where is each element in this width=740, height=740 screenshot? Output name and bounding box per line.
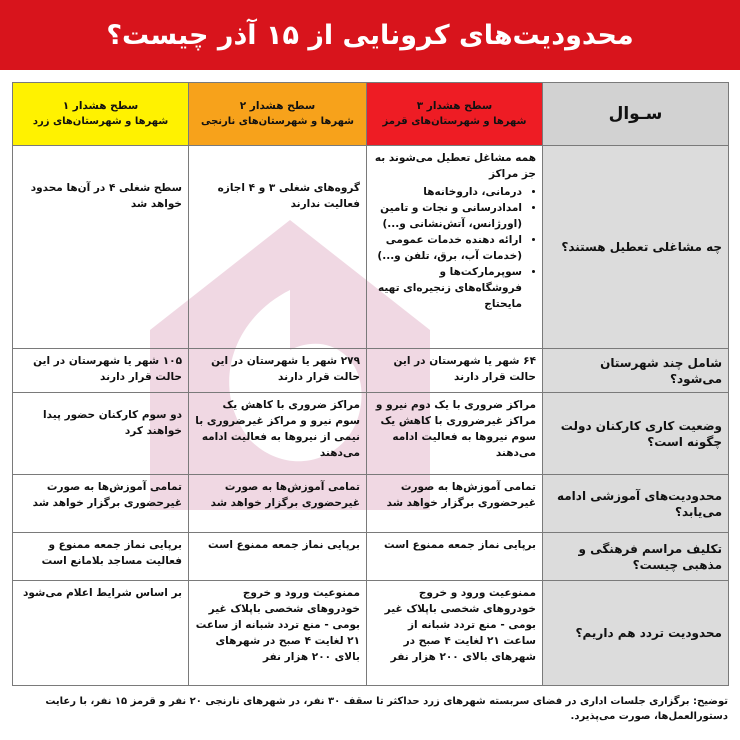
orange-cell: ۲۷۹ شهر یا شهرستان در این حالت قرار دارند	[189, 349, 367, 393]
orange-cell: مراکز ضروری با کاهش یک سوم نیرو و مراکز غیرضروری با نیمی از نیروها به فعالیت ادامه می‌دهند	[189, 393, 367, 475]
orange-cell: برپایی نماز جمعه ممنوع است	[189, 533, 367, 581]
question-cell: محدودیت تردد هم داریم؟	[543, 581, 729, 686]
question-cell: وضعیت کاری کارکنان دولت چگونه است؟	[543, 393, 729, 475]
red-cell	[367, 146, 543, 349]
page-title: محدودیت‌های کرونایی از ۱۵ آذر چیست؟	[0, 0, 740, 70]
header-question: سـوال	[543, 83, 729, 146]
restrictions-table	[12, 82, 729, 686]
table-row	[13, 349, 729, 393]
footnote: توضیح: برگزاری جلسات اداری در فضای سربسته شهرهای زرد حداکثر تا سقف ۳۰ نفر، در شهرهای نارنجی ۲۰ نفر و قرمز ۱۵ نفر، با رعایت دستورالعمل‌ها، صورت می‌پذیرد.	[45, 696, 728, 722]
question-cell: شامل چند شهرستان می‌شود؟	[543, 349, 729, 393]
question-cell: تکلیف مراسم فرهنگی و مذهبی چیست؟	[543, 533, 729, 581]
yellow-cell: بر اساس شرایط اعلام می‌شود	[13, 581, 189, 686]
orange-cell: ممنوعیت ورود و خروج خودروهای شخصی باپلاک غیر بومی - منع تردد شبانه از ساعت ۲۱ لغایت ۴ صبح در شهرهای بالای ۲۰۰ هزار نفر	[189, 581, 367, 686]
yellow-text: سطح شغلی ۴ در آن‌ها محدود خواهد شد	[30, 182, 182, 210]
red-cell: ۶۴ شهر یا شهرستان در این حالت قرار دارند	[367, 349, 543, 393]
list-item: • درمانی، داروخانه‌ها	[373, 184, 522, 200]
red-cell: تمامی آموزش‌ها به صورت غیرحضوری برگزار خواهد شد	[367, 475, 543, 533]
header-yellow	[13, 83, 189, 146]
yellow-cell: تمامی آموزش‌ها به صورت غیرحضوری برگزار خواهد شد	[13, 475, 189, 533]
red-cell: مراکز ضروری با یک دوم نیرو و مراکز غیرضروری با کاهش یک سوم نیروها به فعالیت ادامه می‌دهند	[367, 393, 543, 475]
header-orange-cities: شهرها و شهرستان‌های نارنجی	[200, 116, 355, 127]
header-red-level: سطح هشدار ۳	[416, 100, 493, 112]
red-cell: ممنوعیت ورود و خروج خودروهای شخصی باپلاک غیر بومی - منع تردد شبانه از ساعت ۲۱ لغایت ۴ صبح در شهرهای بالای ۲۰۰ هزار نفر	[367, 581, 543, 686]
yellow-cell	[13, 146, 189, 349]
table-row	[13, 533, 729, 581]
red-intro: همه مشاغل تعطیل می‌شوند به جز مراکز	[374, 152, 536, 180]
red-cell: برپایی نماز جمعه ممنوع است	[367, 533, 543, 581]
table-row	[13, 475, 729, 533]
orange-cell	[189, 146, 367, 349]
question-cell: محدودیت‌های آموزشی ادامه می‌یابد؟	[543, 475, 729, 533]
header-red	[367, 83, 543, 146]
yellow-cell	[13, 393, 189, 475]
table-row	[13, 146, 729, 349]
table-row	[13, 393, 729, 475]
header-orange-level: سطح هشدار ۲	[239, 100, 316, 112]
red-list	[373, 184, 536, 312]
header-yellow-level: سطح هشدار ۱	[62, 100, 139, 112]
yellow-cell: برپایی نماز جمعه ممنوع و فعالیت مساجد بلامانع است	[13, 533, 189, 581]
list-item: • سوپرمارکت‌ها و فروشگاه‌های زنجیره‌ای تهیه مایحتاج	[373, 264, 522, 312]
list-item: • امدادرسانی و نجات و تامین (اورژانس، آتش‌نشانی و...)	[373, 200, 522, 232]
orange-cell: تمامی آموزش‌ها به صورت غیرحضوری برگزار خواهد شد	[189, 475, 367, 533]
orange-text: گروه‌های شغلی ۳ و ۴ اجازه فعالیت ندارند	[217, 182, 360, 210]
table-row	[13, 581, 729, 686]
header-orange	[189, 83, 367, 146]
header-row	[13, 83, 729, 146]
question-cell: چه مشاغلی تعطیل هستند؟	[543, 146, 729, 349]
yellow-text: دو سوم کارکنان حضور پیدا خواهند کرد	[43, 409, 182, 437]
yellow-cell: ۱۰۵ شهر یا شهرستان در این حالت قرار دارند	[13, 349, 189, 393]
header-yellow-cities: شهرها و شهرستان‌های زرد	[32, 116, 169, 127]
header-red-cities: شهرها و شهرستان‌های قرمز	[382, 116, 527, 127]
list-item: • ارائه دهنده خدمات عمومی (خدمات آب، برق، تلفن و...)	[373, 232, 522, 264]
